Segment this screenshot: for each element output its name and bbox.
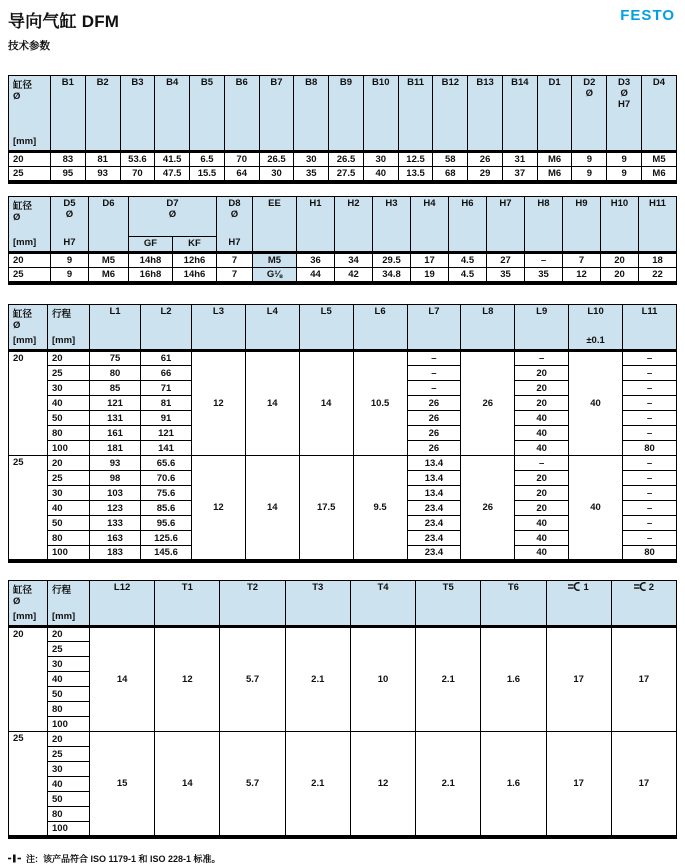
data-cell: 13.4 [407,456,461,471]
data-cell: – [623,501,677,516]
data-cell: 14 [245,351,299,456]
data-cell: 85.6 [141,501,192,516]
data-cell: 20 [48,456,90,471]
data-cell: M6 [537,152,572,167]
data-cell: 40 [48,396,90,411]
wrench-size-2-header [611,581,676,627]
data-cell: 7 [217,268,253,284]
data-cell: 37 [502,167,537,183]
header-cell: T5 [416,581,481,627]
data-cell: 20 [515,366,569,381]
data-cell: 36 [297,253,335,268]
data-cell: 131 [90,411,141,426]
header-cell: D4 [642,76,677,152]
wrench-icon [634,582,648,591]
data-cell: 40 [515,546,569,562]
data-cell: 50 [48,792,90,807]
header-cell: H8 [525,197,563,253]
data-cell: 70 [224,152,259,167]
table-l-dimensions [8,304,677,563]
data-cell: 20 [48,732,90,747]
data-cell: 68 [433,167,468,183]
wrench-icon [568,582,582,591]
header-row [9,197,677,237]
data-cell: 80 [48,807,90,822]
bore-header: 缸径 Ø [mm] [9,581,48,627]
data-cell: 17.5 [299,456,353,562]
data-cell: 9 [607,152,642,167]
data-cell: 17 [611,627,676,732]
data-cell: 13.4 [407,471,461,486]
data-cell: 47.5 [155,167,190,183]
data-cell: 23.4 [407,516,461,531]
data-cell: 80 [90,366,141,381]
data-cell: – [407,381,461,396]
data-cell: 91 [141,411,192,426]
data-cell: 50 [48,687,90,702]
data-cell: – [623,351,677,366]
data-cell: 163 [90,531,141,546]
festo-logo: FESTO [620,7,675,24]
stroke-header: 行程 [mm] [48,305,90,351]
data-cell: 12 [192,351,246,456]
table-row [9,253,677,268]
page-title: 导向气缸 DFM [8,12,120,31]
data-cell: – [515,456,569,471]
header-cell: H3 [373,197,411,253]
data-cell: 15.5 [190,167,225,183]
data-cell: 20 [515,396,569,411]
header-cell: L10 ±0.1 [569,305,623,351]
data-cell: 40 [515,426,569,441]
header-cell: KF [173,237,217,253]
header-cell: L5 [299,305,353,351]
header-cell: B12 [433,76,468,152]
data-cell: 98 [90,471,141,486]
data-cell: 83 [51,152,86,167]
data-cell: 81 [85,152,120,167]
header-cell: D5 Ø H7 [51,197,89,253]
stroke-header: 行程 [mm] [48,581,90,627]
header-cell: B3 [120,76,155,152]
data-cell: – [623,381,677,396]
data-cell: 35 [525,268,563,284]
table-row [9,351,677,366]
data-cell: 17 [411,253,449,268]
data-cell: 14h6 [173,268,217,284]
data-cell: 17 [546,732,611,838]
header-cell: D7 Ø [129,197,217,237]
data-cell: 53.6 [120,152,155,167]
data-cell: 4.5 [449,253,487,268]
data-cell: 26 [407,396,461,411]
bore-header: 缸径 Ø [mm] [9,76,51,152]
data-cell: 5.7 [220,732,285,838]
data-cell: 100 [48,822,90,838]
header-cell: B1 [51,76,86,152]
data-cell: 20 [48,351,90,366]
data-cell: 29 [468,167,503,183]
data-cell: 58 [433,152,468,167]
data-cell: 40 [515,531,569,546]
header-cell: L3 [192,305,246,351]
data-cell: 25 [9,167,51,183]
data-cell: M6 [642,167,677,183]
data-cell: – [623,426,677,441]
header-cell: B2 [85,76,120,152]
data-cell: 18 [639,253,677,268]
data-cell: 40 [48,777,90,792]
data-cell: 20 [515,486,569,501]
note-icon [8,854,21,863]
table-row [9,732,677,747]
bore-cell: 25 [9,732,48,838]
data-cell: 30 [294,152,329,167]
data-cell: 50 [48,516,90,531]
data-cell: 133 [90,516,141,531]
data-cell: 100 [48,717,90,732]
data-cell: M5 [642,152,677,167]
header-cell: T3 [285,581,350,627]
header-cell: L9 [515,305,569,351]
data-cell: 71 [141,381,192,396]
data-cell: 9 [572,152,607,167]
header-cell: B10 [363,76,398,152]
data-cell: 2.1 [285,732,350,838]
data-cell: 20 [515,501,569,516]
header-cell: T4 [350,581,415,627]
data-cell: 26 [407,441,461,456]
header-cell: H4 [411,197,449,253]
bore-cell: 25 [9,456,48,562]
data-cell: 12 [155,627,220,732]
data-cell: 80 [48,426,90,441]
data-cell: 44 [297,268,335,284]
data-cell: 4.5 [449,268,487,284]
header-cell: L12 [90,581,155,627]
data-cell: 9.5 [353,456,407,562]
table-row [9,456,677,471]
data-cell: 10.5 [353,351,407,456]
data-cell: 19 [411,268,449,284]
header-cell: L4 [245,305,299,351]
data-cell: 1.6 [481,627,546,732]
table-row [9,627,677,642]
data-cell: 7 [563,253,601,268]
data-cell: 2.1 [416,732,481,838]
data-cell: 12.5 [398,152,433,167]
data-cell: 81 [141,396,192,411]
data-cell: 14 [90,627,155,732]
wrench-size-index: 1 [583,582,589,593]
data-cell: 80 [623,546,677,562]
data-cell: 26 [407,426,461,441]
data-cell: 27.5 [329,167,364,183]
data-cell: 6.5 [190,152,225,167]
table-row [9,167,677,183]
data-cell: 40 [48,672,90,687]
data-cell: 41.5 [155,152,190,167]
data-cell: 30 [259,167,294,183]
data-cell: 50 [48,411,90,426]
data-cell: G⅛ [253,268,297,284]
table-b-d-dimensions [8,75,677,184]
data-cell: 121 [141,426,192,441]
data-cell: 30 [48,762,90,777]
header-cell: H6 [449,197,487,253]
page-subtitle: 技术参数 [8,40,50,52]
data-cell: 20 [9,253,51,268]
data-cell: 20 [601,268,639,284]
header-cell: D8 Ø H7 [217,197,253,253]
header-cell: L7 [407,305,461,351]
data-cell: 13.5 [398,167,433,183]
data-cell: 14 [155,732,220,838]
data-cell: 29.5 [373,253,411,268]
data-cell: 23.4 [407,531,461,546]
data-cell: 93 [90,456,141,471]
data-cell: 9 [51,268,89,284]
data-cell: 181 [90,441,141,456]
header-row [9,581,677,627]
data-cell: 100 [48,546,90,562]
data-cell: 141 [141,441,192,456]
header-cell: B5 [190,76,225,152]
header-cell: H2 [335,197,373,253]
header-cell: T1 [155,581,220,627]
header-cell: D3 Ø H7 [607,76,642,152]
data-cell: 34.8 [373,268,411,284]
data-cell: M6 [537,167,572,183]
data-cell: 85 [90,381,141,396]
data-cell: 15 [90,732,155,838]
data-cell: – [623,471,677,486]
data-cell: 17 [546,627,611,732]
data-cell: M5 [253,253,297,268]
data-cell: 23.4 [407,546,461,562]
data-cell: 25 [48,366,90,381]
data-cell: 20 [48,627,90,642]
header-cell: T6 [481,581,546,627]
data-cell: 9 [51,253,89,268]
data-cell: 12h6 [173,253,217,268]
data-cell: 64 [224,167,259,183]
header-cell: D1 [537,76,572,152]
data-cell: 40 [363,167,398,183]
data-cell: 26.5 [259,152,294,167]
data-cell: – [407,366,461,381]
data-cell: 40 [569,351,623,456]
header-cell: H11 [639,197,677,253]
data-cell: 95.6 [141,516,192,531]
header-cell: B7 [259,76,294,152]
table-t-dimensions [8,580,677,839]
data-cell: 70.6 [141,471,192,486]
data-cell: 14h8 [129,253,173,268]
data-cell: – [623,396,677,411]
data-cell: 5.7 [220,627,285,732]
data-cell: M5 [89,253,129,268]
data-cell: 35 [487,268,525,284]
data-cell: 26 [461,456,515,562]
header-cell: L1 [90,305,141,351]
data-cell: 14 [299,351,353,456]
data-cell: – [525,253,563,268]
data-cell: 145.6 [141,546,192,562]
data-cell: 25 [48,747,90,762]
header-cell: L8 [461,305,515,351]
data-cell: 31 [502,152,537,167]
data-cell: 65.6 [141,456,192,471]
wrench-size-1-header [546,581,611,627]
header-cell: H7 [487,197,525,253]
data-cell: 25 [48,471,90,486]
data-cell: M6 [89,268,129,284]
data-cell: 75.6 [141,486,192,501]
data-cell: – [407,351,461,366]
bore-cell: 20 [9,627,48,732]
data-cell: 42 [335,268,373,284]
data-cell: 20 [9,152,51,167]
data-cell: 25 [48,642,90,657]
data-cell: 61 [141,351,192,366]
bore-cell: 20 [9,351,48,456]
data-cell: 30 [48,657,90,672]
header-cell: H9 [563,197,601,253]
data-cell: 35 [294,167,329,183]
header-cell: L2 [141,305,192,351]
data-cell: 80 [48,702,90,717]
data-cell: 40 [515,516,569,531]
table-row [9,268,677,284]
data-cell: 34 [335,253,373,268]
data-cell: 10 [350,627,415,732]
data-cell: 12 [192,456,246,562]
data-cell: 20 [515,471,569,486]
data-cell: – [623,531,677,546]
data-cell: 30 [48,486,90,501]
data-cell: 40 [48,501,90,516]
data-cell: 14 [245,456,299,562]
data-cell: 80 [48,531,90,546]
header-cell: B11 [398,76,433,152]
data-cell: 2.1 [285,627,350,732]
data-cell: – [515,351,569,366]
header-cell: B8 [294,76,329,152]
data-cell: 9 [607,167,642,183]
data-cell: 30 [48,381,90,396]
header-cell: D2 Ø [572,76,607,152]
data-cell: 66 [141,366,192,381]
header-cell: EE [253,197,297,253]
data-cell: 30 [363,152,398,167]
data-cell: 20 [601,253,639,268]
data-cell: 121 [90,396,141,411]
data-cell: – [623,516,677,531]
data-cell: 26 [407,411,461,426]
data-cell: – [623,366,677,381]
header-cell: L6 [353,305,407,351]
data-cell: 12 [563,268,601,284]
wrench-size-index: 2 [648,582,655,593]
data-cell: 80 [623,441,677,456]
header-cell: H10 [601,197,639,253]
data-cell: 103 [90,486,141,501]
data-cell: 7 [217,253,253,268]
data-cell: 40 [569,456,623,562]
footnote [8,852,677,865]
data-cell: 13.4 [407,486,461,501]
data-cell: – [623,486,677,501]
data-cell: 23.4 [407,501,461,516]
footnote-text: 该产品符合 ISO 1179-1 和 ISO 228-1 标准。 [43,854,221,864]
header-cell: T2 [220,581,285,627]
data-cell: 20 [515,381,569,396]
data-cell: 25 [9,268,51,284]
data-cell: 9 [572,167,607,183]
data-cell: 12 [350,732,415,838]
header-row [9,76,677,152]
data-cell: 100 [48,441,90,456]
data-cell: 183 [90,546,141,562]
data-cell: 26 [461,351,515,456]
data-cell: 17 [611,732,676,838]
data-cell: 22 [639,268,677,284]
header-cell: D6 [89,197,129,253]
data-cell: 1.6 [481,732,546,838]
header-cell: H1 [297,197,335,253]
data-cell: 125.6 [141,531,192,546]
data-cell: 26 [468,152,503,167]
header-cell: GF [129,237,173,253]
header-cell: B14 [502,76,537,152]
data-cell: 40 [515,411,569,426]
header-row [9,305,677,351]
data-cell: 95 [51,167,86,183]
header-cell: L11 [623,305,677,351]
data-cell: – [623,411,677,426]
data-cell: 75 [90,351,141,366]
data-cell: 70 [120,167,155,183]
footnote-label: 注: [26,854,38,864]
header-cell: B4 [155,76,190,152]
table-row [9,152,677,167]
data-cell: 93 [85,167,120,183]
header-cell: B9 [329,76,364,152]
table-d-h-dimensions [8,196,677,285]
data-cell: 161 [90,426,141,441]
data-cell: 2.1 [416,627,481,732]
header-cell: B6 [224,76,259,152]
data-cell: 26.5 [329,152,364,167]
data-cell: 27 [487,253,525,268]
bore-header: 缸径 Ø [mm] [9,305,48,351]
data-cell: – [623,456,677,471]
data-cell: 123 [90,501,141,516]
data-cell: 40 [515,441,569,456]
header-cell: B13 [468,76,503,152]
bore-header: 缸径 Ø [mm] [9,197,51,253]
data-cell: 16h8 [129,268,173,284]
